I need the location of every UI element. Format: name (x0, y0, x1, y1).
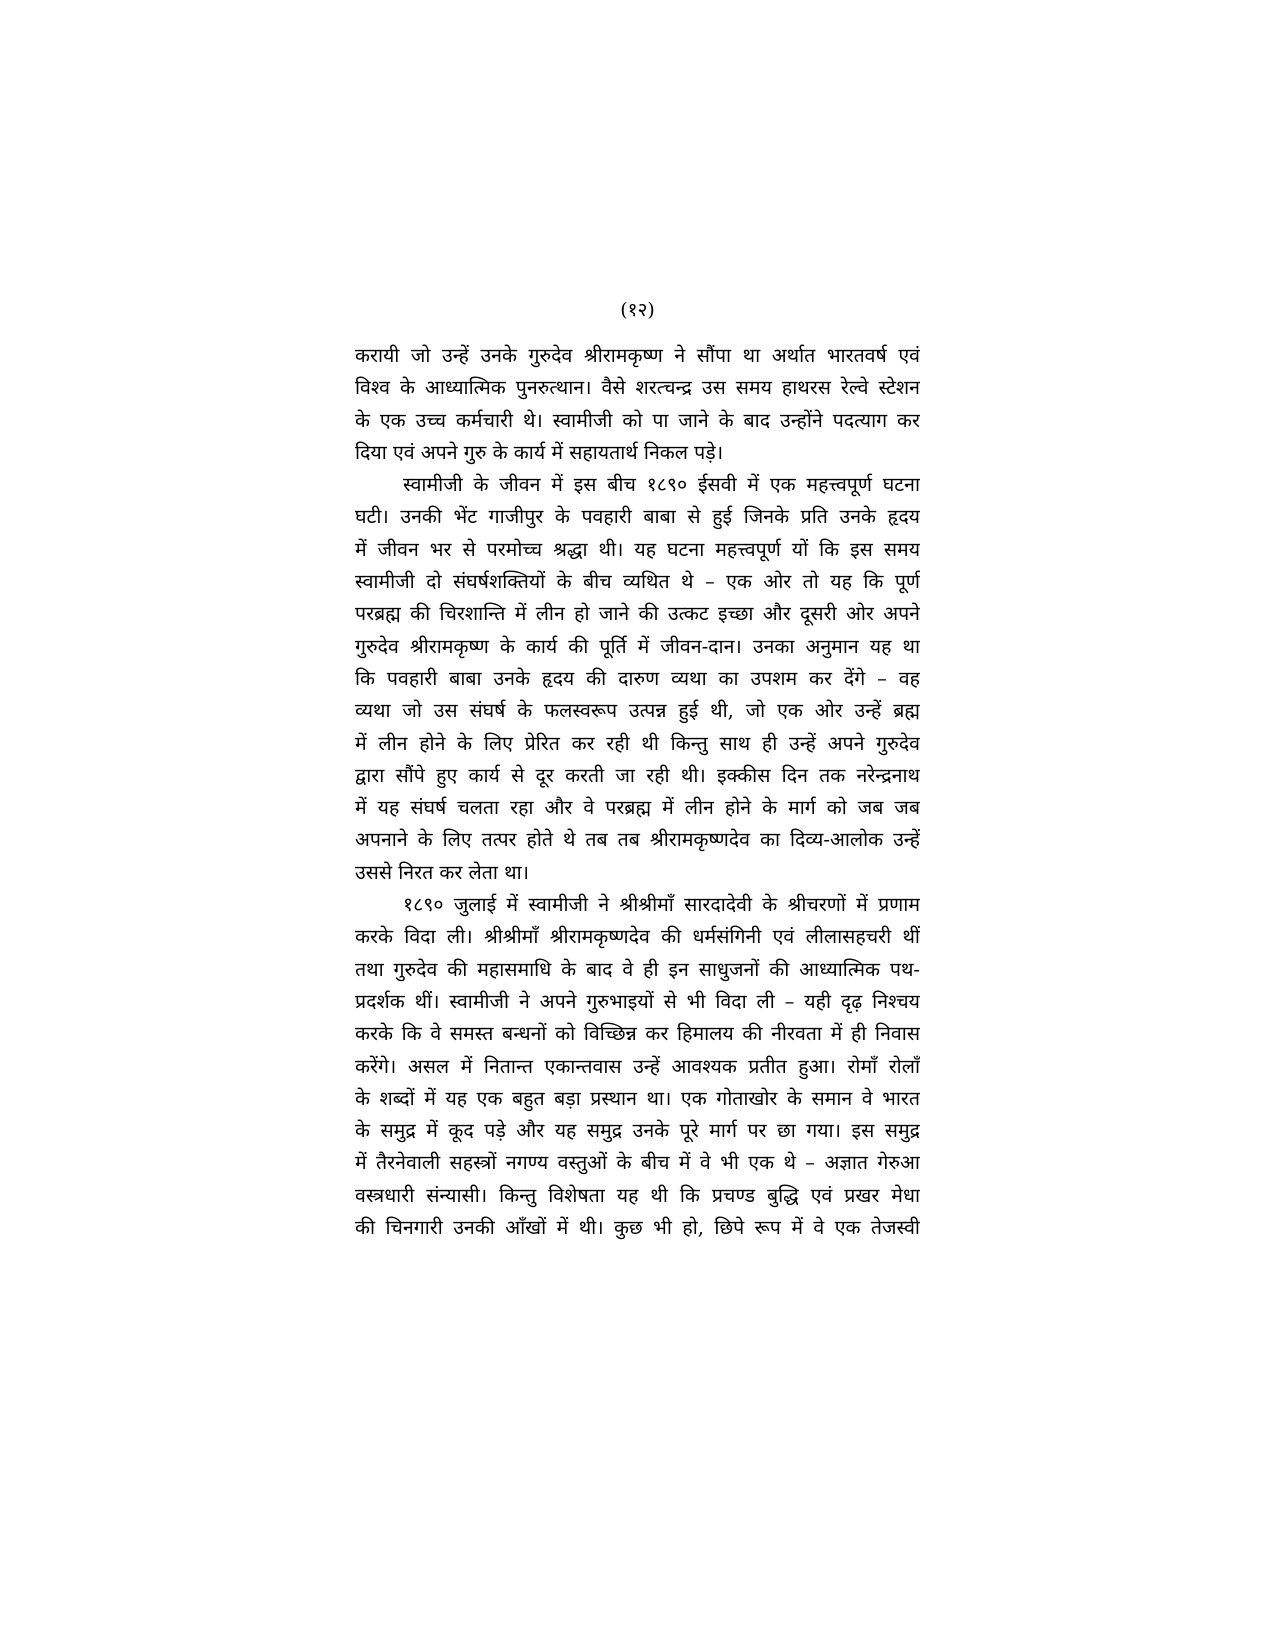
text-line: द्वारा सौंपे हुए कार्य से दूर करती जा रही थी। इक्कीस दिन तक नरेन्द्रनाथ (355, 763, 920, 787)
text-line: के एक उच्च कर्मचारी थे। स्वामीजी को पा जाने के बाद उन्होंने पदत्याग कर (355, 408, 920, 432)
text-line: उससे निरत कर लेता था। (355, 860, 530, 884)
text-line: अपनाने के लिए तत्पर होते थे तब तब श्रीरामकृष्णदेव का दिव्य-आलोक उन्हें (355, 828, 920, 852)
text-line: प्रदर्शक थीं। स्वामीजी ने अपने गुरुभाइयों से भी विदा ली – यही दृढ़ निश्चय (355, 989, 920, 1013)
text-line: करके कि वे समस्त बन्धनों को विच्छिन्न कर हिमालय की नीरवता में ही निवास (355, 1022, 920, 1046)
paragraph-start-line: स्वामीजी के जीवन में इस बीच १८९० ईसवी में एक महत्त्वपूर्ण घटना (403, 473, 920, 497)
text-line: स्वामीजी दो संघर्षशक्तियों के बीच व्यथित थे – एक ओर तो यह कि पूर्ण (355, 570, 920, 594)
text-line: करके विदा ली। श्रीश्रीमाँ श्रीरामकृष्णदेव की धर्मसंगिनी एवं लीलासहचरी थीं (355, 925, 920, 949)
text-line: गुरुदेव श्रीरामकृष्ण के कार्य की पूर्ति में जीवन-दान। उनका अनुमान यह था (355, 634, 920, 658)
paragraph-start-line: १८९० जुलाई में स्वामीजी ने श्रीश्रीमाँ सारदादेवी के श्रीचरणों में प्रणाम (403, 893, 920, 917)
text-line: विश्व के आध्यात्मिक पुनरुत्थान। वैसे शरत्चन्द्र उस समय हाथरस रेल्वे स्टेशन (355, 376, 920, 400)
text-line: तथा गुरुदेव की महासमाधि के बाद वे ही इन साधुजनों की आध्यात्मिक पथ- (355, 957, 920, 981)
page-number: (१२) (620, 299, 655, 321)
text-line: में लीन होने के लिए प्रेरित कर रही थी किन्तु साथ ही उन्हें अपने गुरुदेव (355, 731, 920, 755)
text-line: वस्त्रधारी संन्यासी। किन्तु विशेषता यह थी कि प्रचण्ड बुद्धि एवं प्रखर मेधा (355, 1183, 920, 1207)
text-line: व्यथा जो उस संघर्ष के फलस्वरूप उत्पन्न हुई थी, जो एक ओर उन्हें ब्रह्म (355, 699, 920, 723)
text-line: के समुद्र में कूद पड़े और यह समुद्र उनके पूरे मार्ग पर छा गया। इस समुद्र (355, 1119, 920, 1143)
text-line: परब्रह्म की चिरशान्ति में लीन हो जाने की उत्कट इच्छा और दूसरी ओर अपने (355, 602, 920, 626)
text-line: के शब्दों में यह एक बहुत बड़ा प्रस्थान था। एक गोताखोर के समान वे भारत (355, 1086, 920, 1110)
text-line: घटी। उनकी भेंट गाजीपुर के पवहारी बाबा से हुई जिनके प्रति उनके हृदय (355, 505, 920, 529)
text-line: में जीवन भर से परमोच्च श्रद्धा थी। यह घटना महत्त्वपूर्ण यों कि इस समय (355, 537, 920, 561)
text-line: में तैरनेवाली सहस्त्रों नगण्य वस्तुओं के बीच में वे भी एक थे – अज्ञात गेरुआ (355, 1151, 920, 1175)
text-line: में यह संघर्ष चलता रहा और वे परब्रह्म में लीन होने के मार्ग को जब जब (355, 796, 920, 820)
text-line: करेंगे। असल में नितान्त एकान्तवास उन्हें आवश्यक प्रतीत हुआ। रोमाँ रोलाँ (355, 1054, 920, 1078)
text-line: करायी जो उन्हें उनके गुरुदेव श्रीरामकृष्ण ने सौंपा था अर्थात भारतवर्ष एवं (355, 344, 920, 367)
body-text (355, 340, 920, 1244)
text-line: दिया एवं अपने गुरु के कार्य में सहायतार्थ निकल पड़े। (355, 440, 724, 464)
text-line: की चिनगारी उनकी आँखों में थी। कुछ भी हो, छिपे रूप में वे एक तेजस्वी (355, 1216, 920, 1240)
text-line: कि पवहारी बाबा उनके हृदय की दारुण व्यथा का उपशम कर देंगे – वह (355, 666, 920, 690)
